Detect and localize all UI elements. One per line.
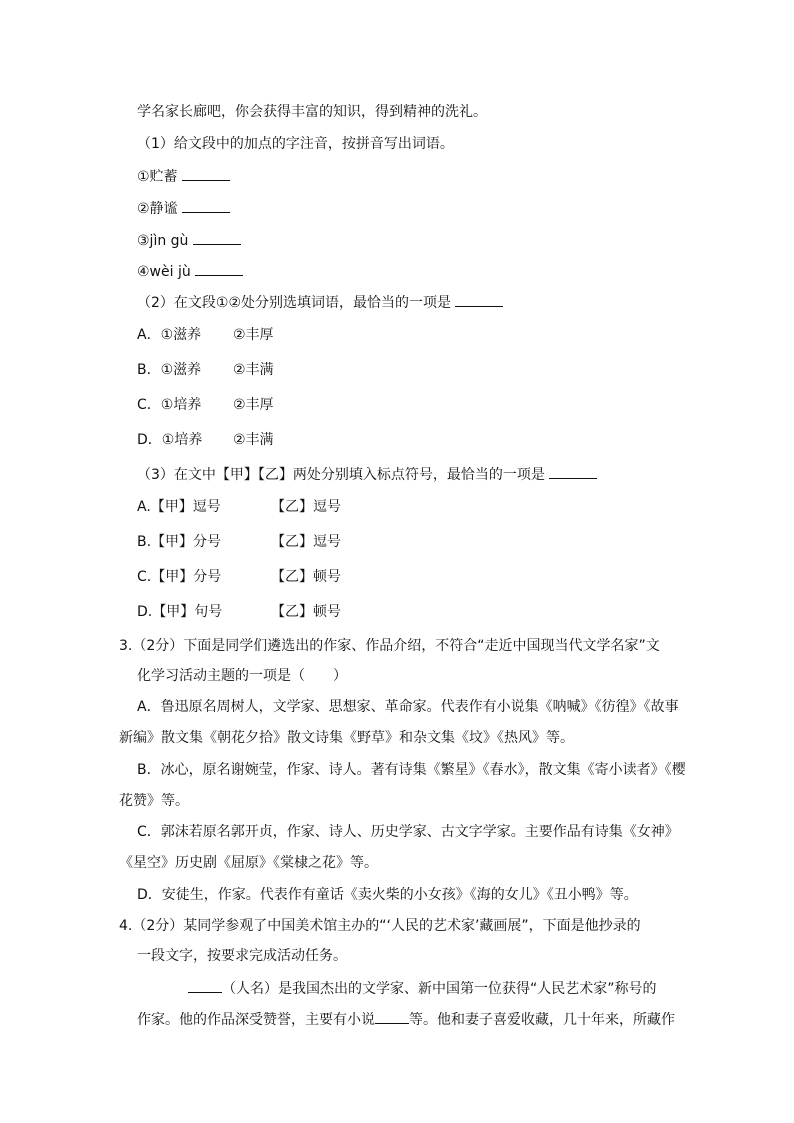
q3-choice-d: D．安徒生，作家。代表作有童话《卖火柴的小女孩》《海的女儿》《丑小鸭》等。 [137, 887, 638, 903]
q2-option-c: C．①培养 ②丰厚 [137, 397, 274, 413]
q3-choice-a-cont: 新编》散文集《朝花夕拾》散文诗集《野草》和杂文集《坟》《热风》等。 [119, 730, 574, 746]
q4-passage-line-1: （人名）是我国杰出的文学家、新中国第一位获得“人民艺术家”称号的 [188, 978, 657, 999]
q1-item-b: ②静谧 [137, 198, 230, 219]
q2-option-b: B．①滋养 ②丰满 [137, 362, 274, 378]
q3-choice-b-cont: 花赞》等。 [119, 793, 189, 809]
sub-question-2: （2）在文段①②处分别选填词语，最恰当的一项是 [137, 292, 503, 313]
q1-item-a: ①贮蓄 [137, 166, 230, 187]
question-4-stem: 4.（2分）某同学参观了中国美术馆主办的“‘人民的艺术家’藏画展”，下面是他抄录的 [119, 918, 641, 934]
q2-option-d: D．①培养 ②丰满 [137, 432, 274, 448]
question-4-stem-cont: 一段文字，按要求完成活动任务。 [137, 948, 347, 964]
text-line: 学名家长廊吧，你会获得丰富的知识，得到精神的洗礼。 [137, 104, 487, 120]
sub-question-1: （1）给文段中的加点的字注音，按拼音写出词语。 [137, 136, 454, 152]
q4-passage-line-2: 作家。他的作品深受赞誉，主要有小说 等。他和妻子喜爱收藏，几十年来，所藏作 [137, 1009, 675, 1030]
question-3-stem-cont: 化学习活动主题的一项是（ ） [137, 668, 347, 684]
sub-question-3: （3）在文中【甲】【乙】两处分别填入标点符号，最恰当的一项是 [137, 464, 597, 485]
q2-option-a: A．①滋养 ②丰厚 [137, 327, 274, 343]
q1-item-d: ④wèi jù [137, 261, 243, 282]
q3-option-c: C.【甲】分号 【乙】顿号 [137, 569, 341, 585]
q3-choice-a: A．鲁迅原名周树人，文学家、思想家、革命家。代表作有小说集《呐喊》《彷徨》《故事 [137, 699, 679, 715]
q3-option-d: D.【甲】句号 【乙】顿号 [137, 604, 341, 620]
question-3-stem: 3.（2分）下面是同学们遴选出的作家、作品介绍，不符合“走近中国现当代文学名家”文 [119, 638, 660, 654]
q3-choice-c-cont: 《星空》历史剧《屈原》《棠棣之花》等。 [119, 855, 378, 871]
q3-option-a: A.【甲】逗号 【乙】逗号 [137, 499, 341, 515]
q3-choice-c: C．郭沫若原名郭开贞，作家、诗人、历史学家、古文字学家。主要作品有诗集《女神》 [137, 824, 679, 840]
q1-item-c: ③jìn gù [137, 230, 241, 251]
q3-choice-b: B．冰心，原名谢婉莹，作家、诗人。著有诗集《繁星》《春水》，散文集《寄小读者》《樱 [137, 762, 686, 778]
q3-option-b: B.【甲】分号 【乙】逗号 [137, 534, 341, 550]
